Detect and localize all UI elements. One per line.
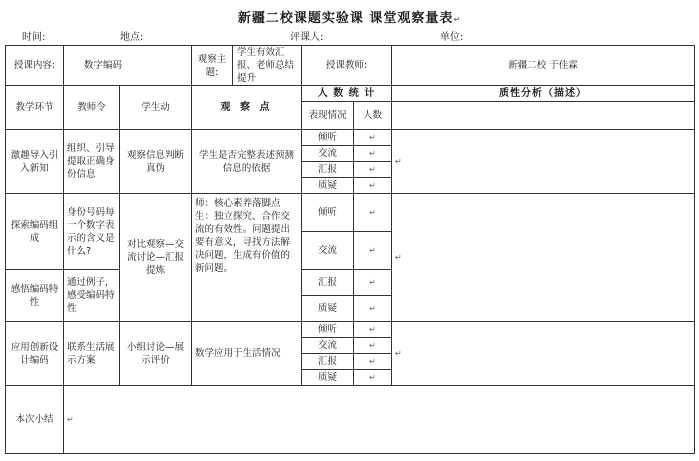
- count-4-4: ↵: [354, 370, 392, 386]
- title-text: 新疆二校课题实验课 课堂观察量表: [237, 11, 454, 26]
- obs-topic-label: 观察主题:: [192, 46, 233, 85]
- col-teacher-header: 教师令: [64, 86, 120, 130]
- obs-1: 学生是否完整表述预测信息的依据: [192, 130, 302, 194]
- student-4: 小组讨论—展示评价: [120, 322, 192, 386]
- quality-1: ↵: [392, 130, 695, 194]
- quality-4: ↵: [392, 322, 695, 386]
- lesson-content-label: 授课内容:: [6, 46, 64, 86]
- page-title: [0, 7, 699, 26]
- count-2-1: ↵: [354, 194, 392, 232]
- stage-2: 探索编码组成: [6, 194, 64, 270]
- col-obs-header: 观 察 点: [192, 86, 302, 130]
- perf-1-3: 汇报: [302, 162, 354, 178]
- stage-3: 感悟编码特性: [6, 270, 64, 322]
- count-1-4: ↵: [354, 178, 392, 194]
- count-2-2: ↵: [354, 232, 392, 270]
- perf-2-1: 倾听: [302, 194, 354, 232]
- count-1-2: ↵: [354, 146, 392, 162]
- count-header: 人数: [354, 102, 392, 130]
- obs-2: 师：核心素养落脚点生：独立探究、合作交流的有效性。问题提出要有意义，寻找方法解决问题，生成有价值的新问题。: [192, 194, 302, 322]
- count-1-3: ↵: [354, 162, 392, 178]
- count-1-1: ↵: [354, 130, 392, 146]
- count-4-2: ↵: [354, 338, 392, 354]
- stat-header: 人 数 统 计: [302, 86, 392, 102]
- meta-place: 地点:: [120, 32, 144, 43]
- stage-4: 应用创新设计编码: [6, 322, 64, 386]
- perf-4-1: 倾听: [302, 322, 354, 338]
- col-stage-header: 教学环节: [6, 86, 64, 130]
- quality-2: ↵: [392, 194, 695, 322]
- count-4-3: ↵: [354, 354, 392, 370]
- stage-1: 激趣导入引入新知: [6, 130, 64, 194]
- teacher-3: 通过例子，感受编码特性: [64, 270, 120, 322]
- count-3-2: ↵: [354, 296, 392, 322]
- teacher-label: 授课教师:: [302, 46, 392, 86]
- teacher-4: 联系生活展示方案: [64, 322, 120, 386]
- perf-1-2: 交流: [302, 146, 354, 162]
- observation-table: [5, 45, 695, 454]
- obs-topic-value: 学生有效汇报、老师总结提升: [237, 47, 295, 84]
- meta-time: 时间:: [22, 32, 46, 43]
- count-3-1: ↵: [354, 270, 392, 296]
- perf-3-2: 质疑: [302, 296, 354, 322]
- student-1: 观察信息判断真伪: [120, 130, 192, 194]
- obs-4: 数学应用于生活情况: [192, 322, 302, 386]
- summary-content: ↵: [64, 386, 695, 454]
- obs-topic-cell: [192, 46, 302, 86]
- perf-3-1: 汇报: [302, 270, 354, 296]
- paragraph-mark: ↵: [453, 15, 462, 24]
- quality-blank: [392, 102, 695, 130]
- perf-4-4: 质疑: [302, 370, 354, 386]
- summary-label: 本次小结: [6, 386, 64, 454]
- col-student-header: 学生动: [120, 86, 192, 130]
- perf-4-3: 汇报: [302, 354, 354, 370]
- teacher-2: 身份号码每一个数字表示的含义是什么?: [64, 194, 120, 270]
- perf-4-2: 交流: [302, 338, 354, 354]
- quality-header: 质性分析（描述）: [392, 86, 695, 102]
- perf-1-1: 倾听: [302, 130, 354, 146]
- student-2: 对比观察—交流讨论—汇报提炼: [120, 194, 192, 322]
- perf-1-4: 质疑: [302, 178, 354, 194]
- teacher-value: 新疆二校 于佳霖: [392, 46, 695, 86]
- perf-2-2: 交流: [302, 232, 354, 270]
- perf-header: 表现情况: [302, 102, 354, 130]
- lesson-code-value: 数字编码: [64, 46, 192, 86]
- teacher-1: 组织、引导提取正确身份信息: [64, 130, 120, 194]
- meta-unit: 单位:: [440, 32, 464, 43]
- meta-evaluator: 评课人:: [290, 32, 324, 43]
- count-4-1: ↵: [354, 322, 392, 338]
